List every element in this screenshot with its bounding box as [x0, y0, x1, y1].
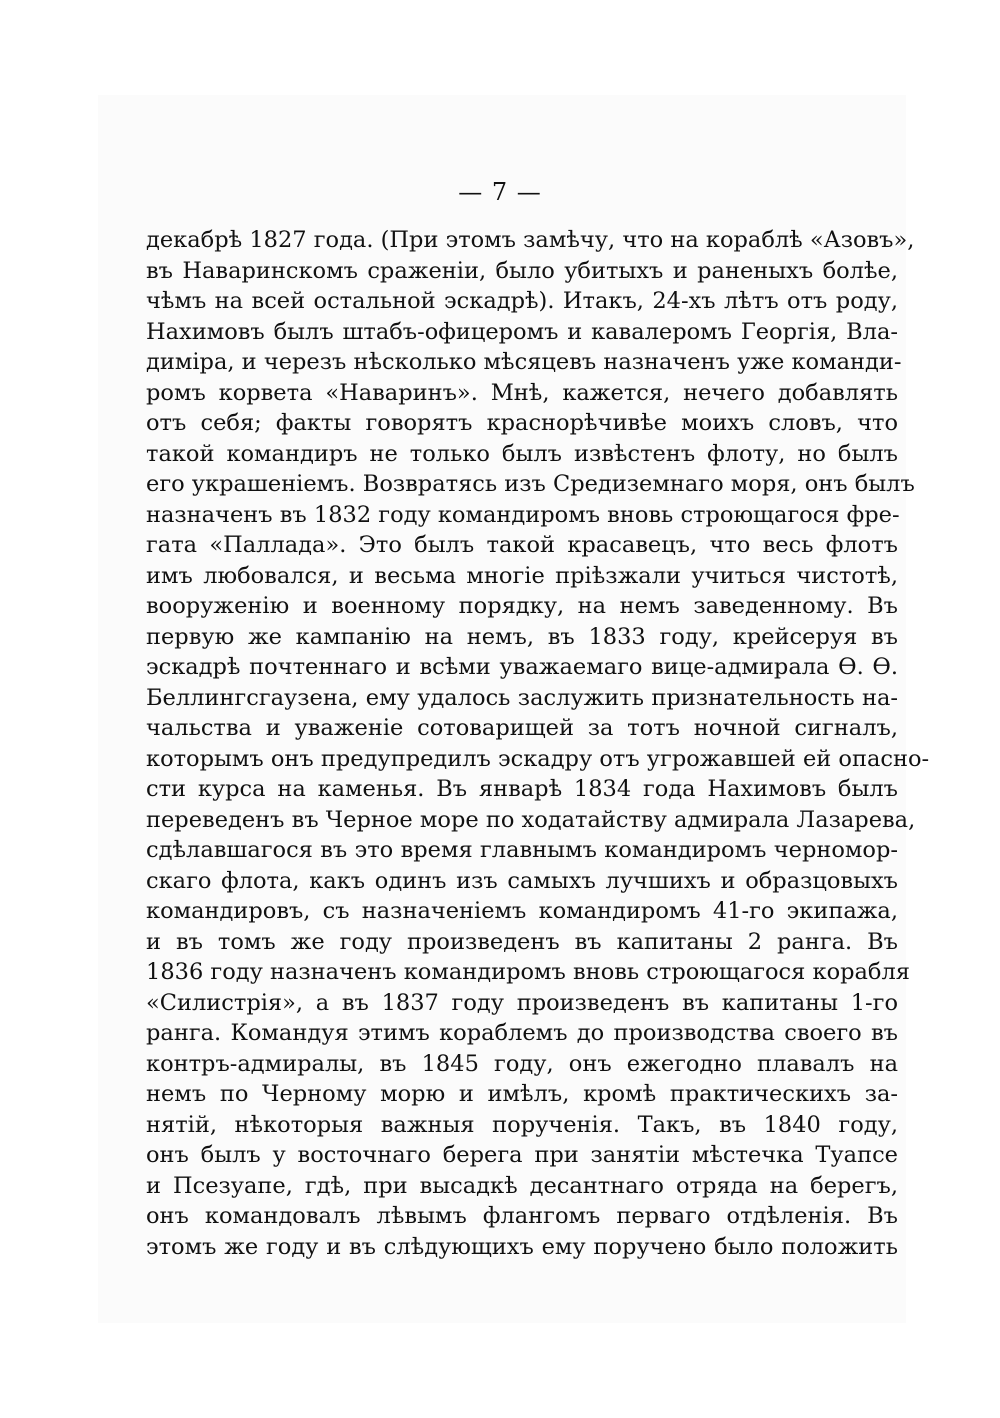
text-line: сдѣлавшагося въ это время главнымъ командиромъ черномор- [146, 837, 898, 863]
text-line: ромъ корвета «Наваринъ». Мнѣ, кажется, нечего добавлять [146, 379, 898, 406]
text-line: немъ по Черному морю и имѣлъ, кромѣ практическихъ за- [146, 1081, 898, 1107]
text-line: нятій, нѣкоторыя важныя порученія. Такъ, въ 1840 году, [146, 1111, 898, 1138]
text-line: и въ томъ же году произведенъ въ капитаны 2 ранга. Въ [146, 928, 898, 955]
text-line: первую же кампанію на немъ, въ 1833 году, крейсеруя въ [146, 623, 898, 650]
text-line: сти курса на каменья. Въ январѣ 1834 года Нахимовъ былъ [146, 776, 898, 802]
text-line: онъ былъ у восточнаго берега при занятіи мѣстечка Туапсе [146, 1142, 898, 1168]
text-line: ранга. Командуя этимъ кораблемъ до производства своего въ [146, 1020, 898, 1046]
text-line: декабрѣ 1827 года. (При этомъ замѣчу, что на кораблѣ «Азовъ», [146, 227, 915, 253]
text-line: 1836 году назначенъ командиромъ вновь строющагося корабля [146, 959, 910, 985]
text-line: вооруженію и военному порядку, на немъ заведенному. Въ [146, 593, 898, 619]
text-line: чальства и уваженіе сотоварищей за тотъ ночной сигналъ, [146, 715, 898, 741]
text-line: переведенъ въ Черное море по ходатайству адмирала Лазарева, [146, 806, 916, 833]
text-line: назначенъ въ 1832 году командиромъ вновь строющагося фре- [146, 501, 900, 528]
text-line: Нахимовъ былъ штабъ-офицеромъ и кавалеромъ Георгія, Вла- [146, 318, 898, 345]
text-line: диміра, и черезъ нѣсколько мѣсяцевъ назначенъ уже команди- [146, 349, 902, 375]
text-line: этомъ же году и въ слѣдующихъ ему поручено было положить [146, 1233, 898, 1260]
text-line: Беллингсгаузена, ему удалось заслужить признательность на- [146, 684, 898, 711]
body-text [146, 225, 930, 1262]
text-line: эскадрѣ почтеннаго и всѣми уважаемаго вице-адмирала Ѳ. Ѳ. [146, 654, 898, 680]
text-line: его украшеніемъ. Возвратясь изъ Средиземнаго моря, онъ былъ [146, 471, 915, 497]
text-line: чѣмъ на всей остальной эскадрѣ). Итакъ, 24-хъ лѣтъ отъ роду, [146, 288, 898, 314]
text-line: командировъ, съ назначеніемъ командиромъ 41-го экипажа, [146, 898, 898, 924]
text-line: которымъ онъ предупредилъ эскадру отъ угрожавшей ей опасно- [146, 745, 930, 772]
text-line: онъ командовалъ лѣвымъ флангомъ перваго отдѣленія. Въ [146, 1203, 898, 1229]
text-line: и Псезуапе, гдѣ, при высадкѣ десантнаго отряда на берегъ, [146, 1172, 898, 1199]
page-number: — 7 — [458, 178, 542, 206]
text-line: такой командиръ не только былъ извѣстенъ флоту, но былъ [146, 440, 898, 467]
text-line: имъ любовался, и весьма многіе пріѣзжали учиться чистотѣ, [146, 562, 898, 589]
text-line: въ Наваринскомъ сраженіи, было убитыхъ и раненыхъ болѣе, [146, 257, 898, 284]
text-line: контръ-адмиралы, въ 1845 году, онъ ежегодно плавалъ на [146, 1050, 898, 1077]
text-line: отъ себя; факты говорятъ краснорѣчивѣе моихъ словъ, что [146, 410, 898, 436]
text-line: гата «Паллада». Это былъ такой красавецъ, что весь флотъ [146, 532, 898, 558]
text-line: «Силистрія», а въ 1837 году произведенъ въ капитаны 1-го [146, 989, 898, 1016]
text-line: скаго флота, какъ одинъ изъ самыхъ лучшихъ и образцовыхъ [146, 867, 898, 894]
